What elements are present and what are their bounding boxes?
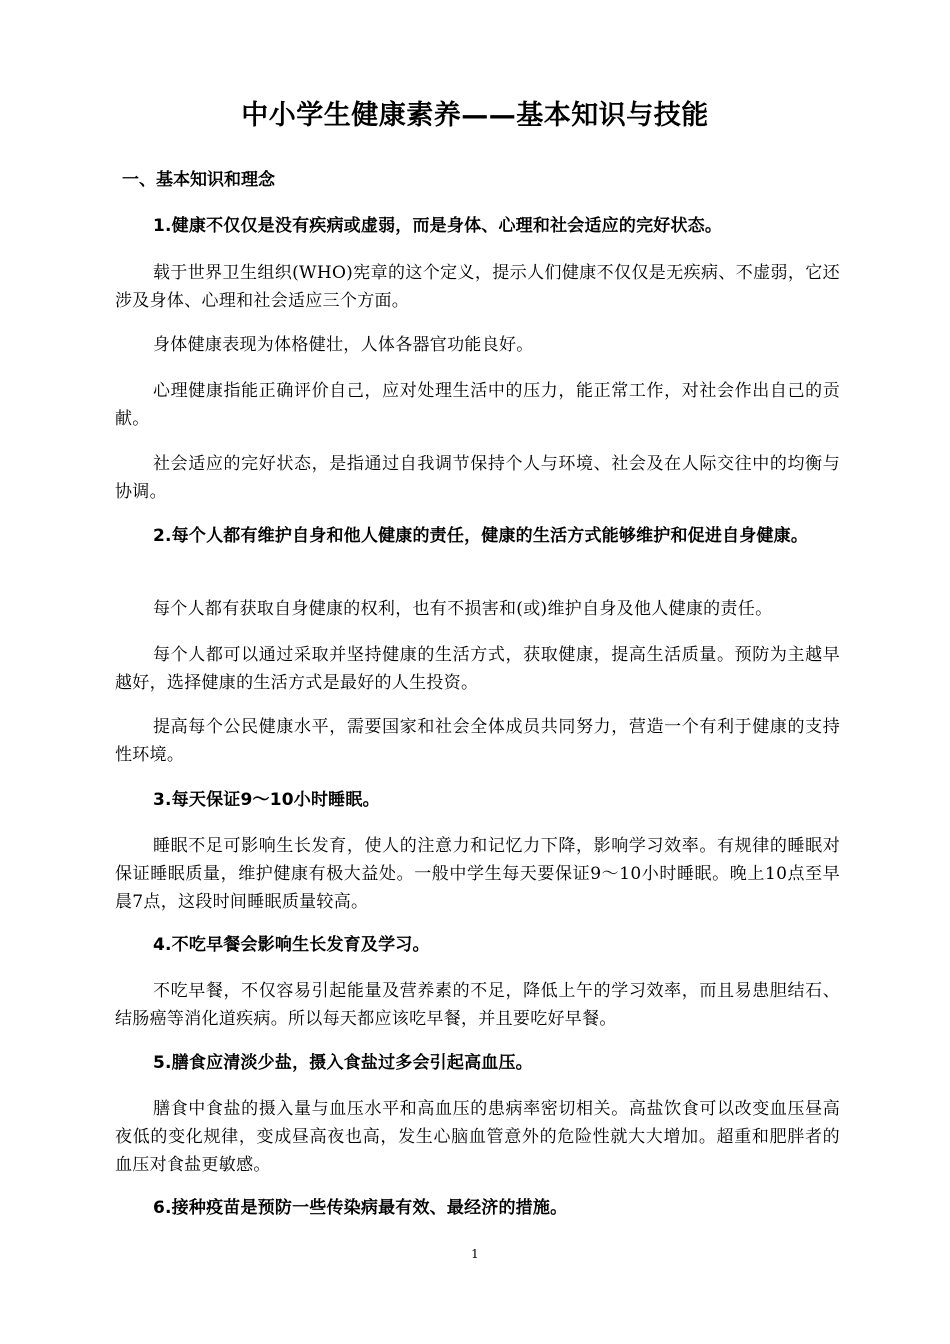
item-heading-2: 2.每个人都有维护自身和他人健康的责任，健康的生活方式能够维护和促进自身健康。 — [153, 526, 809, 546]
item-heading-5: 5.膳食应清淡少盐，摄入食盐过多会引起高血压。 — [153, 1053, 533, 1073]
paragraph: 每个人都有获取自身健康的权利，也有不损害和(或)维护自身及他人健康的责任。 — [153, 599, 773, 619]
paragraph: 社会适应的完好状态，是指通过自我调节保持个人与环境、社会及在人际交往中的均衡与协调。 — [115, 454, 840, 502]
paragraph: 提高每个公民健康水平，需要国家和社会全体成员共同努力，营造一个有利于健康的支持性环境。 — [115, 717, 840, 765]
item-heading-4: 4.不吃早餐会影响生长发育及学习。 — [153, 935, 430, 955]
item-heading-6: 6.接种疫苗是预防一些传染病最有效、最经济的措施。 — [153, 1198, 568, 1218]
document-title: 中小学生健康素养——基本知识与技能 — [241, 100, 709, 131]
paragraph: 不吃早餐，不仅容易引起能量及营养素的不足，降低上午的学习效率，而且易患胆结石、结肠癌等消化道疾病。所以每天都应该吃早餐，并且要吃好早餐。 — [115, 981, 840, 1029]
paragraph: 载于世界卫生组织(WHO)宪章的这个定义，提示人们健康不仅仅是无疾病、不虚弱，它还涉及身体、心理和社会适应三个方面。 — [115, 263, 840, 311]
paragraph: 心理健康指能正确评价自己，应对处理生活中的压力，能正常工作，对社会作出自己的贡献。 — [115, 381, 840, 429]
paragraph: 身体健康表现为体格健壮，人体各器官功能良好。 — [153, 335, 534, 355]
section-heading: 一、基本知识和理念 — [122, 170, 275, 190]
item-heading-3: 3.每天保证9～10小时睡眠。 — [153, 790, 380, 810]
item-heading-1: 1.健康不仅仅是没有疾病或虚弱，而是身体、心理和社会适应的完好状态。 — [153, 216, 723, 236]
paragraph: 每个人都可以通过采取并坚持健康的生活方式，获取健康，提高生活质量。预防为主越早越好，选择健康的生活方式是最好的人生投资。 — [115, 645, 840, 693]
paragraph: 睡眠不足可影响生长发育，使人的注意力和记忆力下降，影响学习效率。有规律的睡眠对保证睡眠质量，维护健康有极大益处。一般中学生每天要保证9～10小时睡眠。晚上10点至早晨7点，这段时间睡眠质量较高。 — [115, 836, 840, 912]
paragraph: 膳食中食盐的摄入量与血压水平和高血压的患病率密切相关。高盐饮食可以改变血压昼高夜低的变化规律，变成昼高夜也高，发生心脑血管意外的危险性就大大增加。超重和肥胖者的血压对食盐更敏感。 — [115, 1099, 840, 1175]
page-number: 1 — [471, 1247, 479, 1261]
